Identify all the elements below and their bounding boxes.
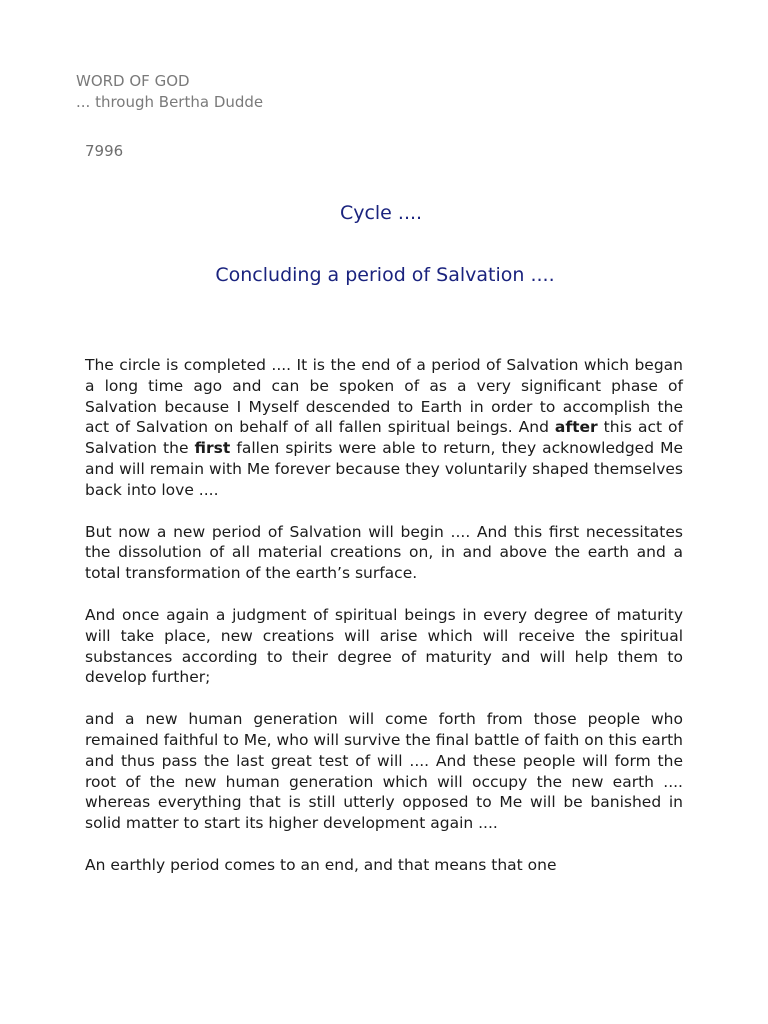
page-title: Cycle .... bbox=[339, 202, 423, 224]
paragraph-1-emphasis-first: first bbox=[194, 439, 231, 458]
paragraph-4: and a new human generation will come forth from those people who remained faithful to Me, who will survive the final battle of faith on this earth and thus pass the last great test of will .... And these people will form the root of the new human generation which will occupy the new earth .... whereas everything that is still utterly opposed to Me will be banished in solid matter to start its higher development again .... bbox=[85, 710, 683, 833]
paragraph-2: But now a new period of Salvation will begin .... And this first necessitates the dissolution of all material creations on, in and above the earth and a total transformation of the earth’s surface. bbox=[85, 522, 683, 583]
series-label: WORD OF GOD bbox=[76, 72, 190, 90]
paragraph-1 bbox=[85, 355, 683, 501]
paragraph-1-emphasis-after: after bbox=[554, 418, 598, 437]
paragraph-1-text-a: The circle is completed .... It is the end of a period of Salvation which began a long time ago and can be spoken of as a very significant phase of Salvation because I Myself descended to Earth in order to accomplish the act of Salvation on behalf of all fallen spiritual beings. And bbox=[85, 356, 683, 437]
author-line: ... through Bertha Dudde bbox=[76, 93, 264, 111]
paragraph-1-text-c: this act of Salvation the bbox=[85, 418, 683, 458]
document-number: 7996 bbox=[85, 142, 124, 160]
paragraph-1-text-e: fallen spirits were able to return, they acknowledged Me and will remain with Me forever because they voluntarily shaped themselves back into love .... bbox=[85, 439, 684, 499]
document-header bbox=[76, 71, 263, 113]
paragraph-3: And once again a judgment of spiritual beings in every degree of maturity will take place, new creations will arise which will receive the spiritual substances according to their degree of maturity and will help them to develop further; bbox=[85, 605, 683, 687]
paragraph-5: An earthly period comes to an end, and that means that one bbox=[85, 855, 557, 874]
page-subtitle: Concluding a period of Salvation .... bbox=[215, 264, 555, 286]
document-body bbox=[85, 355, 683, 897]
